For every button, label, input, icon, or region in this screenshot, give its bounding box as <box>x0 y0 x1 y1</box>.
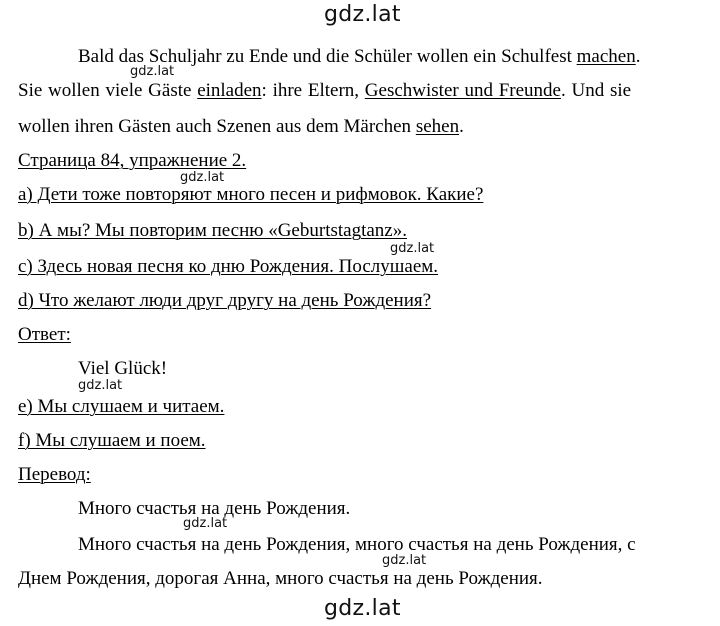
watermark: gdz.lat <box>130 64 175 79</box>
translation-line-2: Много счастья на день Рождения, много счастья на день Рождения, с <box>78 534 636 555</box>
text: . Und sie <box>560 80 632 101</box>
underlined-word: sehen <box>415 116 460 137</box>
paragraph-line-1 <box>78 46 640 68</box>
underlined-word: einladen <box>197 80 262 101</box>
watermark: gdz.lat <box>78 378 123 393</box>
answer-text: Viel Glück! <box>78 358 168 379</box>
text: : ihre Eltern, <box>261 80 365 101</box>
watermark: gdz.lat <box>180 170 225 185</box>
paragraph-line-3 <box>18 116 464 138</box>
underlined-word: machen <box>576 46 636 67</box>
translation-line-3: Днем Рождения, дорогая Анна, много счастья на день Рождения. <box>18 568 543 589</box>
exercise-reference: Страница 84, упражнение 2. <box>18 150 247 171</box>
text: wollen ihren Gästen auch Szenen aus dem Märchen <box>18 116 416 137</box>
text: Sie wollen viele Gäste <box>18 80 198 101</box>
translation-line-1: Много счастья на день Рождения. <box>78 498 351 519</box>
watermark-top: gdz.lat <box>324 2 401 27</box>
paragraph-line-2 <box>18 80 631 102</box>
item-b: b) А мы? Мы повторим песню «Geburtstagtanz». <box>18 220 407 241</box>
item-f: f) Мы слушаем и поем. <box>18 430 206 451</box>
translation-label: Перевод: <box>18 464 91 485</box>
watermark: gdz.lat <box>382 553 427 568</box>
answer-label: Ответ: <box>18 324 71 345</box>
underlined-phrase: Geschwister und Freunde <box>364 80 561 101</box>
text: . <box>635 46 641 67</box>
item-a: а) Дети тоже повторяют много песен и рифмовок. Какие? <box>18 184 484 205</box>
watermark: gdz.lat <box>390 241 435 256</box>
item-e: e) Мы слушаем и читаем. <box>18 396 225 417</box>
item-c: c) Здесь новая песня ко дню Рождения. Послушаем. <box>18 256 439 277</box>
text: Bald das Schuljahr zu Ende und die Schüler wollen ein Schulfest <box>78 46 577 67</box>
watermark: gdz.lat <box>183 516 228 531</box>
watermark-bottom: gdz.lat <box>324 596 401 621</box>
text: . <box>459 116 464 137</box>
item-d: d) Что желают люди друг другу на день Рождения? <box>18 290 432 311</box>
